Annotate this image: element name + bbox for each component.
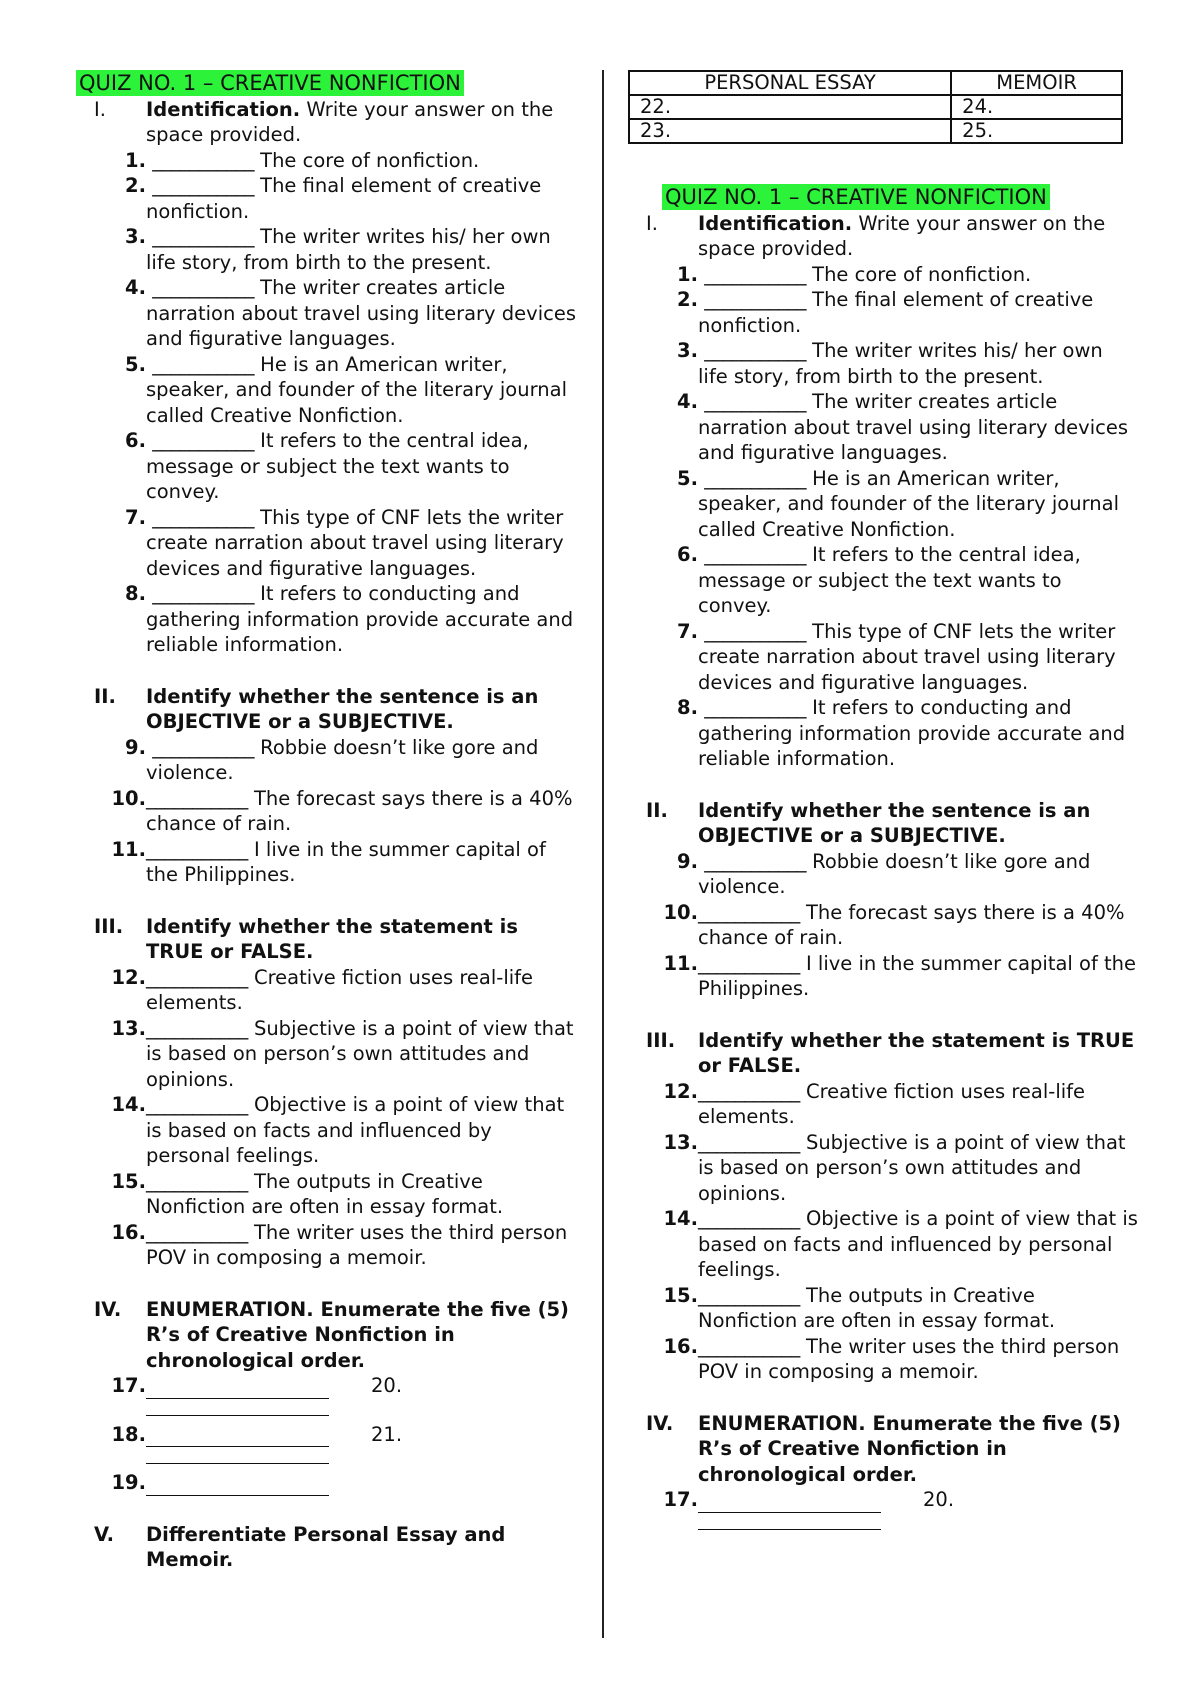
section-lead: Identification. bbox=[146, 97, 301, 121]
question-text: He is an American writer, speaker, and founder of the literary journal called Creative Nonfiction. bbox=[146, 352, 567, 427]
table-cell[interactable]: 23. bbox=[629, 119, 951, 143]
answer-line[interactable] bbox=[698, 1492, 881, 1513]
answer-blank[interactable]: ___________ bbox=[704, 262, 806, 286]
question-text: This type of CNF lets the writer create narration about travel using literary devices and figurative languages. bbox=[698, 619, 1116, 694]
section-instruction: Differentiate Personal Essay and Memoir. bbox=[146, 1522, 506, 1571]
answer-blank[interactable]: ___________ bbox=[698, 900, 800, 924]
question-text: The forecast says there is a 40% chance of rain. bbox=[698, 900, 1125, 949]
question-number: 2. bbox=[677, 288, 698, 311]
question-9 bbox=[76, 735, 578, 786]
question-text: The writer creates article narration about travel using literary devices and figurative languages. bbox=[146, 276, 577, 350]
answer-blank[interactable]: ___________ bbox=[704, 390, 806, 413]
question-text: It refers to the central idea, message or subject the text wants to convey. bbox=[698, 543, 1081, 617]
section-number: II. bbox=[94, 684, 116, 708]
question-number: 6. bbox=[125, 429, 146, 452]
question-text: Subjective is a point of view that is based on person’s own attitudes and opinions. bbox=[146, 1016, 574, 1091]
question-number: 20. bbox=[371, 1374, 403, 1397]
section-1-header bbox=[76, 97, 578, 148]
question-text: It refers to conducting and gathering information provide accurate and reliable information. bbox=[698, 696, 1126, 770]
question-number: 4. bbox=[677, 390, 698, 413]
question-11 bbox=[628, 951, 1138, 1002]
answer-blank[interactable]: ___________ bbox=[146, 965, 248, 989]
left-column bbox=[76, 70, 578, 1573]
question-text: The final element of creative nonfiction. bbox=[146, 174, 542, 223]
question-2 bbox=[76, 173, 578, 224]
right-column bbox=[628, 70, 1138, 1530]
question-number: 19. bbox=[111, 1471, 146, 1494]
enum-row-18-21 bbox=[76, 1422, 578, 1448]
question-5 bbox=[628, 466, 1138, 543]
section-number: I. bbox=[94, 97, 106, 121]
section-number: IV. bbox=[646, 1411, 674, 1435]
question-number: 18. bbox=[111, 1422, 146, 1446]
question-6 bbox=[628, 542, 1138, 619]
answer-blank[interactable]: ___________ bbox=[152, 429, 254, 452]
question-7 bbox=[628, 619, 1138, 696]
question-number: 12. bbox=[663, 1079, 698, 1103]
section-instruction: Identify whether the statement is TRUE or FALSE. bbox=[698, 1028, 1135, 1077]
question-number: 15. bbox=[111, 1169, 146, 1193]
quiz-title: QUIZ NO. 1 – CREATIVE NONFICTION bbox=[76, 70, 464, 96]
answer-blank[interactable]: ___________ bbox=[704, 849, 806, 873]
question-text: He is an American writer, speaker, and founder of the literary journal called Creative Nonfiction. bbox=[698, 466, 1119, 541]
answer-blank[interactable]: ___________ bbox=[152, 148, 254, 172]
section-number: II. bbox=[646, 798, 668, 822]
question-number: 6. bbox=[677, 543, 698, 566]
question-text: This type of CNF lets the writer create narration about travel using literary devices and figurative languages. bbox=[146, 505, 564, 580]
personal-essay-memoir-table bbox=[628, 70, 1123, 144]
question-text: The writer creates article narration about travel using literary devices and figurative languages. bbox=[698, 390, 1129, 464]
section-number: V. bbox=[94, 1522, 114, 1546]
question-14 bbox=[76, 1092, 578, 1169]
question-number: 10. bbox=[111, 786, 146, 810]
question-number: 20. bbox=[923, 1488, 955, 1511]
section-instruction: ENUMERATION. Enumerate the five (5) R’s of Creative Nonfiction in chronological order. bbox=[698, 1411, 1121, 1486]
question-text: Robbie doesn’t like gore and violence. bbox=[146, 735, 539, 784]
answer-blank[interactable]: ___________ bbox=[704, 339, 806, 362]
table-cell[interactable]: 24. bbox=[951, 95, 1122, 119]
section-instruction: Identify whether the statement is TRUE or FALSE. bbox=[146, 914, 518, 963]
answer-blank[interactable]: ___________ bbox=[698, 1334, 800, 1358]
question-number: 13. bbox=[663, 1130, 698, 1154]
answer-blank[interactable]: ___________ bbox=[698, 1130, 800, 1154]
question-11 bbox=[76, 837, 578, 888]
question-number: 9. bbox=[677, 849, 698, 873]
answer-line[interactable] bbox=[146, 1378, 329, 1399]
question-8 bbox=[76, 581, 578, 658]
question-text: The core of nonfiction. bbox=[805, 262, 1032, 286]
question-text: The forecast says there is a 40% chance of rain. bbox=[146, 786, 573, 835]
question-number: 14. bbox=[663, 1207, 698, 1230]
quiz-title: QUIZ NO. 1 – CREATIVE NONFICTION bbox=[662, 184, 1050, 210]
question-number: 7. bbox=[677, 619, 698, 643]
question-number: 15. bbox=[663, 1283, 698, 1307]
answer-blank[interactable]: ___________ bbox=[698, 1079, 800, 1103]
question-number: 7. bbox=[125, 505, 146, 529]
question-text: Objective is a point of view that is based on facts and influenced by personal feelings. bbox=[698, 1207, 1138, 1281]
section-instruction: Identify whether the sentence is an OBJECTIVE or a SUBJECTIVE. bbox=[698, 798, 1091, 847]
question-number: 17. bbox=[663, 1488, 698, 1511]
question-10 bbox=[628, 900, 1138, 951]
question-12 bbox=[628, 1079, 1138, 1130]
question-number: 11. bbox=[663, 951, 698, 975]
question-text: I live in the summer capital of the Philippines. bbox=[146, 837, 546, 886]
answer-line[interactable] bbox=[146, 1475, 329, 1496]
section-instruction bbox=[698, 211, 1138, 262]
answer-blank[interactable]: ___________ bbox=[152, 174, 254, 197]
question-number: 2. bbox=[125, 174, 146, 197]
question-13 bbox=[628, 1130, 1138, 1207]
question-number: 13. bbox=[111, 1016, 146, 1040]
answer-line[interactable] bbox=[146, 1447, 329, 1464]
question-text: The outputs in Creative Nonfiction are often in essay format. bbox=[698, 1283, 1056, 1332]
question-number: 8. bbox=[125, 582, 146, 605]
question-13 bbox=[76, 1016, 578, 1093]
question-text: The writer writes his/ her own life story, from birth to the present. bbox=[146, 225, 551, 274]
answer-blank[interactable]: ___________ bbox=[152, 352, 254, 376]
table-header-memoir: MEMOIR bbox=[951, 71, 1122, 95]
answer-line[interactable] bbox=[146, 1399, 329, 1416]
answer-line[interactable] bbox=[146, 1426, 329, 1447]
answer-blank[interactable]: ___________ bbox=[152, 276, 254, 299]
section-lead: Identification. bbox=[698, 211, 853, 235]
question-number: 3. bbox=[125, 225, 146, 248]
section-3-header bbox=[76, 914, 578, 965]
question-text: It refers to the central idea, message or subject the text wants to convey. bbox=[146, 429, 529, 503]
question-1 bbox=[76, 148, 578, 174]
section-4-header bbox=[76, 1297, 578, 1374]
section-rest: Write your answer on the space provided. bbox=[146, 97, 554, 146]
question-8 bbox=[628, 695, 1138, 772]
answer-blank[interactable]: ___________ bbox=[146, 786, 248, 810]
section-instruction bbox=[146, 97, 578, 148]
section-number: I. bbox=[646, 211, 658, 235]
question-number: 16. bbox=[111, 1220, 146, 1244]
question-text: The writer uses the third person POV in composing a memoir. bbox=[698, 1334, 1120, 1383]
answer-blank[interactable]: ___________ bbox=[704, 619, 806, 643]
question-text: Creative fiction uses real-life elements. bbox=[698, 1079, 1086, 1128]
question-number: 5. bbox=[125, 352, 146, 376]
answer-blank[interactable]: ___________ bbox=[704, 466, 806, 490]
question-number: 11. bbox=[111, 837, 146, 861]
answer-blank[interactable]: ___________ bbox=[704, 696, 806, 719]
answer-blank[interactable]: ___________ bbox=[698, 951, 800, 975]
question-text: The final element of creative nonfiction. bbox=[698, 288, 1094, 337]
enum-row-17-20 bbox=[76, 1373, 578, 1399]
answer-blank[interactable]: ___________ bbox=[146, 1016, 248, 1040]
table-cell[interactable]: 25. bbox=[951, 119, 1122, 143]
question-number: 1. bbox=[677, 262, 698, 286]
question-16 bbox=[76, 1220, 578, 1271]
enum-row-17-20 bbox=[628, 1487, 1138, 1513]
question-text: Objective is a point of view that is based on facts and influenced by personal feelings. bbox=[146, 1093, 565, 1167]
question-6 bbox=[76, 428, 578, 505]
question-text: The writer uses the third person POV in composing a memoir. bbox=[146, 1220, 568, 1269]
question-7 bbox=[76, 505, 578, 582]
answer-blank[interactable]: ___________ bbox=[146, 1169, 248, 1193]
column-divider bbox=[602, 70, 604, 1638]
question-4 bbox=[628, 389, 1138, 466]
question-15 bbox=[628, 1283, 1138, 1334]
section-number: III. bbox=[94, 914, 124, 938]
answer-line[interactable] bbox=[698, 1513, 881, 1530]
question-15 bbox=[76, 1169, 578, 1220]
section-3-header bbox=[628, 1028, 1138, 1079]
question-9 bbox=[628, 849, 1138, 900]
answer-blank[interactable]: ___________ bbox=[704, 288, 806, 311]
question-1 bbox=[628, 262, 1138, 288]
question-number: 3. bbox=[677, 339, 698, 362]
question-3 bbox=[76, 224, 578, 275]
question-number: 14. bbox=[111, 1093, 146, 1116]
question-2 bbox=[628, 287, 1138, 338]
question-number: 4. bbox=[125, 276, 146, 299]
section-2-header bbox=[628, 798, 1138, 849]
question-14 bbox=[628, 1206, 1138, 1283]
question-text: Creative fiction uses real-life elements. bbox=[146, 965, 534, 1014]
question-number: 10. bbox=[663, 900, 698, 924]
section-5-header bbox=[76, 1522, 578, 1573]
section-1-header bbox=[628, 211, 1138, 262]
question-5 bbox=[76, 352, 578, 429]
question-3 bbox=[628, 338, 1138, 389]
question-text: The outputs in Creative Nonfiction are often in essay format. bbox=[146, 1169, 504, 1218]
question-number: 8. bbox=[677, 696, 698, 719]
section-number: III. bbox=[646, 1028, 676, 1052]
question-text: It refers to conducting and gathering information provide accurate and reliable information. bbox=[146, 582, 574, 656]
question-text: I live in the summer capital of the Philippines. bbox=[698, 951, 1137, 1000]
question-text: The core of nonfiction. bbox=[253, 148, 480, 172]
answer-blank[interactable]: ___________ bbox=[152, 505, 254, 529]
section-rest: Write your answer on the space provided. bbox=[698, 211, 1106, 260]
question-number: 1. bbox=[125, 148, 146, 172]
question-12 bbox=[76, 965, 578, 1016]
question-text: The writer writes his/ her own life story, from birth to the present. bbox=[698, 339, 1103, 388]
table-cell[interactable]: 22. bbox=[629, 95, 951, 119]
question-4 bbox=[76, 275, 578, 352]
answer-blank[interactable]: ___________ bbox=[704, 543, 806, 566]
question-text: Subjective is a point of view that is based on person’s own attitudes and opinions. bbox=[698, 1130, 1126, 1205]
answer-blank[interactable]: ___________ bbox=[698, 1283, 800, 1307]
section-number: IV. bbox=[94, 1297, 122, 1321]
section-instruction: Identify whether the sentence is an OBJECTIVE or a SUBJECTIVE. bbox=[146, 684, 539, 733]
question-16 bbox=[628, 1334, 1138, 1385]
section-4-header bbox=[628, 1411, 1138, 1488]
answer-blank[interactable]: ___________ bbox=[146, 837, 248, 861]
answer-blank[interactable]: ___________ bbox=[146, 1093, 248, 1116]
question-text: Robbie doesn’t like gore and violence. bbox=[698, 849, 1091, 898]
question-number: 12. bbox=[111, 965, 146, 989]
section-instruction: ENUMERATION. Enumerate the five (5) R’s of Creative Nonfiction in chronological order. bbox=[146, 1297, 569, 1372]
answer-blank[interactable]: ___________ bbox=[146, 1220, 248, 1244]
table-header-personal-essay: PERSONAL ESSAY bbox=[629, 71, 951, 95]
answer-blank[interactable]: ___________ bbox=[152, 582, 254, 605]
question-number: 17. bbox=[111, 1374, 146, 1397]
enum-row-19 bbox=[76, 1470, 578, 1496]
question-number: 16. bbox=[663, 1334, 698, 1358]
section-2-header bbox=[76, 684, 578, 735]
question-number: 21. bbox=[371, 1422, 403, 1446]
question-10 bbox=[76, 786, 578, 837]
answer-blank[interactable]: ___________ bbox=[152, 225, 254, 248]
answer-blank[interactable]: ___________ bbox=[152, 735, 254, 759]
answer-blank[interactable]: ___________ bbox=[698, 1207, 800, 1230]
question-number: 9. bbox=[125, 735, 146, 759]
question-number: 5. bbox=[677, 466, 698, 490]
